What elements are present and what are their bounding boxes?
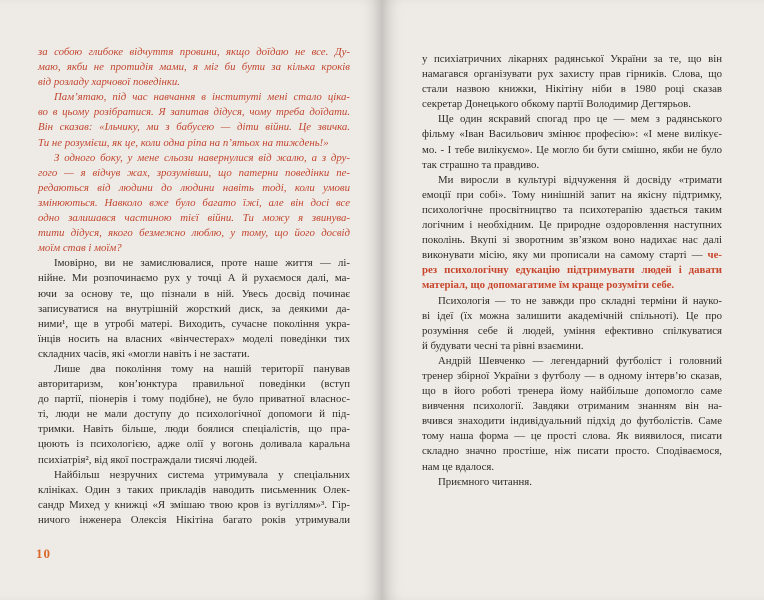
text-line: маю, якби не протидія мами, я міг би бути за кілька кроків [38, 61, 350, 74]
text-line: редаються від людини до людини навіть тоді, коли умови [38, 181, 350, 194]
text-line: психологічне просвітництво та психотерапію здається таким [422, 203, 722, 216]
text-line: Найбільш незручних система утримувала у спеціальних [54, 468, 350, 481]
text-line: Ми виросли в культурі відчуження й досвіду «тримати [438, 173, 722, 186]
text-line: одно залишався частиною тієї війни. Ти можу я звинува- [38, 212, 350, 225]
text-line: від розладу харчової поведінки. [38, 76, 180, 89]
text-line: так страшно та правдиво. [422, 158, 540, 171]
text-line: З одного боку, у мене сльози навернулися від жалю, а з дру- [54, 151, 350, 164]
text-line: тити дідуся, якого безмежно люблю, у тому, що його досвід [38, 227, 350, 240]
text-line: логічним і необхідним. Це природне оздоровлення наступних [422, 219, 722, 232]
text-line: Імовірно, ви не замислювалися, проте наше життя — лі- [54, 257, 350, 270]
text-line: Лише два покоління тому на нашій території панував [54, 362, 350, 375]
right-page [382, 0, 764, 600]
text-line: нійне. Ми розпочинаємо рух у точці А й рухаємося далі, ма- [38, 272, 350, 285]
text-line: нам це вдалося. [422, 460, 495, 473]
text-line: тримки. Навіть більше, люди боялися спеціалістів, що пра- [38, 423, 350, 436]
text-line: секретар Донецького обкому партії Володимир Дегтярьов. [422, 98, 691, 111]
text-line: гого — я відчув жах, зрозумівши, що патерни поведінки пе- [38, 166, 350, 179]
text-line: стали назвою книжки, Нікітіну ніби в 1980 році сказав [422, 83, 722, 96]
text-line: ними¹, ще в утробі матері. Виходить, сучасне покоління укра- [38, 317, 350, 330]
text-line: до партії, піонерів і тому подібне), не було приватної власнос- [38, 393, 350, 406]
text-line: сандр Михед у книжці «Я змішаю твою кров із вугіллям»³. Гір- [38, 498, 350, 511]
text-line [422, 248, 722, 263]
text-line: цюють із психологією, адже олії у вогонь доливала каральна [38, 438, 350, 451]
text-line: й будувати чесні та рівні взаємини. [422, 339, 584, 352]
text-line: тренер збірної України з футболу — в одному інтерв’ю сказав, [422, 369, 722, 382]
text-line: Він сказав: «Ільчику, ми з бабусею — діти війни. Це звичка. [38, 121, 350, 134]
text-line: психіатрія², від якої постраждали тисячі людей. [38, 453, 258, 466]
text-line: змінюються. Навколо вже було багато їжі, але він досі все [38, 196, 350, 209]
text-line: Пам’ятаю, під час навчання в інституті мені стало ціка- [54, 91, 350, 104]
text-line: ничого інженера Олексія Нікітіна багато років утримували [38, 513, 350, 526]
text-line: у психіатричних лікарнях радянської України за те, що він [422, 53, 722, 65]
text-line: складних часів, які «могли навіть і не застати. [38, 347, 250, 360]
text-line: ті, люди не мали доступу до психологічної допомоги й під- [38, 408, 350, 421]
text-line: розуміння себе й людей, уміння ефективно спілкуватися [422, 324, 722, 337]
text-line: намагався організувати рух захисту прав гірників. Слова, що [422, 68, 722, 81]
text-line: во в цьому розібратися. Я запитав дідуся, чому треба доїдати. [38, 106, 350, 119]
text-line-segment: виконувати місію, яку ми прописали на самому старті — [422, 249, 703, 262]
text-line: складно значно простіше, ніж писати просто. Сподіваємося, [422, 445, 722, 458]
right-page-text [422, 52, 722, 490]
text-line: ючи за основу те, що пізнали в ній. Увесь досвід починає [38, 287, 350, 300]
text-line: тому наша форма — це прості слова. Як виявилося, писати [422, 430, 722, 443]
text-line: що в його роботі тренера йому найбільше допомогло саме [422, 385, 722, 398]
text-line: вчився знаходити індивідуальний підхід до футболістів. Саме [422, 415, 722, 428]
page-number: 10 [36, 546, 51, 561]
text-line: Психологія — то не завжди про складні терміни й науко- [438, 294, 722, 307]
text-line: Андрій Шевченко — легендарний футболіст і головний [438, 354, 722, 367]
text-line: мо. - І тебе вилікуємо». Це могло би бути смішно, якби не було [422, 143, 722, 156]
text-line: записуватися на внутрішній жорсткий диск, за деякими да- [38, 302, 350, 315]
text-line: поколінь. Вкупі зі зворотним зв’язком воно надихає нас далі [422, 234, 722, 247]
highlighted-text-line: матеріал, що допомагатиме їм краще розуміти себе. [422, 279, 675, 292]
text-line: Ти не розумієш, як це, коли одна ріпа на п’ятьох на тиждень!» [38, 136, 329, 149]
text-line: за собою глибоке відчуття провини, якщо доїдаю не все. Ду- [38, 46, 350, 58]
text-line: фільму «Іван Васильович змінює професію»: «І мене вилікує- [422, 128, 722, 141]
highlighted-text: че- [707, 249, 722, 262]
highlighted-text-line: рез психологічну едукацію підтримувати людей і давати [422, 264, 722, 277]
text-line: емоції при собі». Тому нинішній запит на якісну підтримку, [422, 188, 722, 201]
text-line: їнців носить на власних «вінчестерах» моделі поведінки тих [38, 332, 350, 345]
text-line: ві ідеї (їх можна залишити академічній спільноті). Це про [422, 309, 722, 322]
text-line: клініках. Один з таких прикладів наводить письменник Олек- [38, 483, 350, 496]
text-line: Приємного читання. [438, 475, 532, 488]
text-line: моїм став і моїм? [38, 242, 122, 255]
text-line: вивчення психології. Завдяки отриманим знанням він на- [422, 400, 722, 413]
left-page-text [38, 45, 350, 528]
text-line: Ще один яскравий спогад про це — мем з радянського [438, 113, 722, 126]
text-line: авторитаризм, кон’юнктура правильної поведінки (вступ [38, 378, 350, 391]
